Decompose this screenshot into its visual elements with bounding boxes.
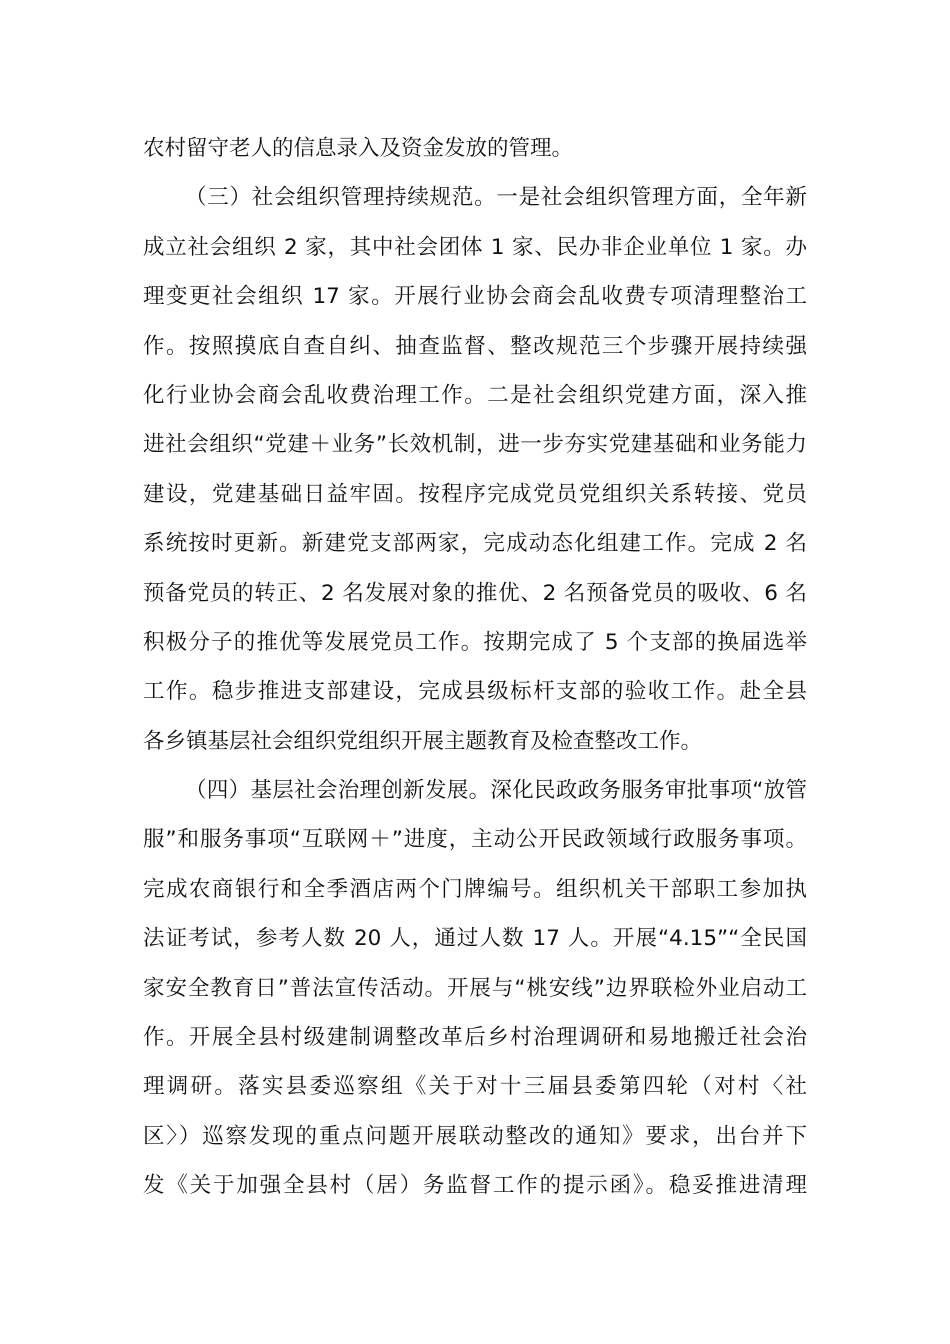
paragraph-line: 家安全教育日”普法宣传活动。开展与“桃安线”边界联检外业启动工	[143, 975, 807, 1001]
paragraph-line: 系统按时更新。新建党支部两家，完成动态化组建工作。完成 2 名	[143, 531, 807, 557]
paragraph-line: 发《关于加强全县村（居）务监督工作的提示函》。稳妥推进清理	[143, 1173, 807, 1199]
paragraph-line: 完成农商银行和全季酒店两个门牌编号。组织机关干部职工参加执	[143, 876, 807, 902]
paragraph-line: 预备党员的转正、2 名发展对象的推优、2 名预备党员的吸收、6 名	[143, 580, 807, 606]
paragraph-line: 作。按照摸底自查自纠、抽查监督、整改规范三个步骤开展持续强	[143, 333, 807, 359]
paragraph-line: 化行业协会商会乱收费治理工作。二是社会组织党建方面，深入推	[143, 382, 807, 408]
paragraph-line: 建设，党建基础日益牢固。按程序完成党员党组织关系转接、党员	[143, 481, 807, 507]
paragraph-line: 作。开展全县村级建制调整改革后乡村治理调研和易地搬迁社会治	[143, 1025, 807, 1051]
paragraph-line: 法证考试，参考人数 20 人，通过人数 17 人。开展“4.15”“全民国	[143, 926, 807, 952]
paragraph-line: 进社会组织“党建＋业务”长效机制，进一步夯实党建基础和业务能力	[143, 432, 807, 458]
paragraph-line: 积极分子的推优等发展党员工作。按期完成了 5 个支部的换届选举	[143, 629, 807, 655]
paragraph-line: 农村留守老人的信息录入及资金发放的管理。	[143, 136, 574, 161]
paragraph-line: （三）社会组织管理持续规范。一是社会组织管理方面，全年新	[185, 185, 807, 211]
paragraph-line: （四）基层社会治理创新发展。深化民政政务服务审批事项“放管	[185, 778, 807, 804]
paragraph-line: 理变更社会组织 17 家。开展行业协会商会乱收费专项清理整治工	[143, 284, 807, 310]
document-body	[143, 124, 807, 1211]
paragraph-line: 工作。稳步推进支部建设，完成县级标杆支部的验收工作。赴全县	[143, 679, 807, 705]
paragraph-line: 理调研。落实县委巡察组《关于对十三届县委第四轮（对村〈社	[143, 1074, 807, 1100]
paragraph-line: 各乡镇基层社会组织党组织开展主题教育及检查整改工作。	[143, 728, 703, 754]
paragraph-line: 区〉）巡察发现的重点问题开展联动整改的通知》要求，出台并下	[143, 1123, 807, 1149]
paragraph-line: 服”和服务事项“互联网＋”进度，主动公开民政领域行政服务事项。	[143, 827, 807, 853]
paragraph-line: 成立社会组织 2 家，其中社会团体 1 家、民办非企业单位 1 家。办	[143, 234, 807, 260]
